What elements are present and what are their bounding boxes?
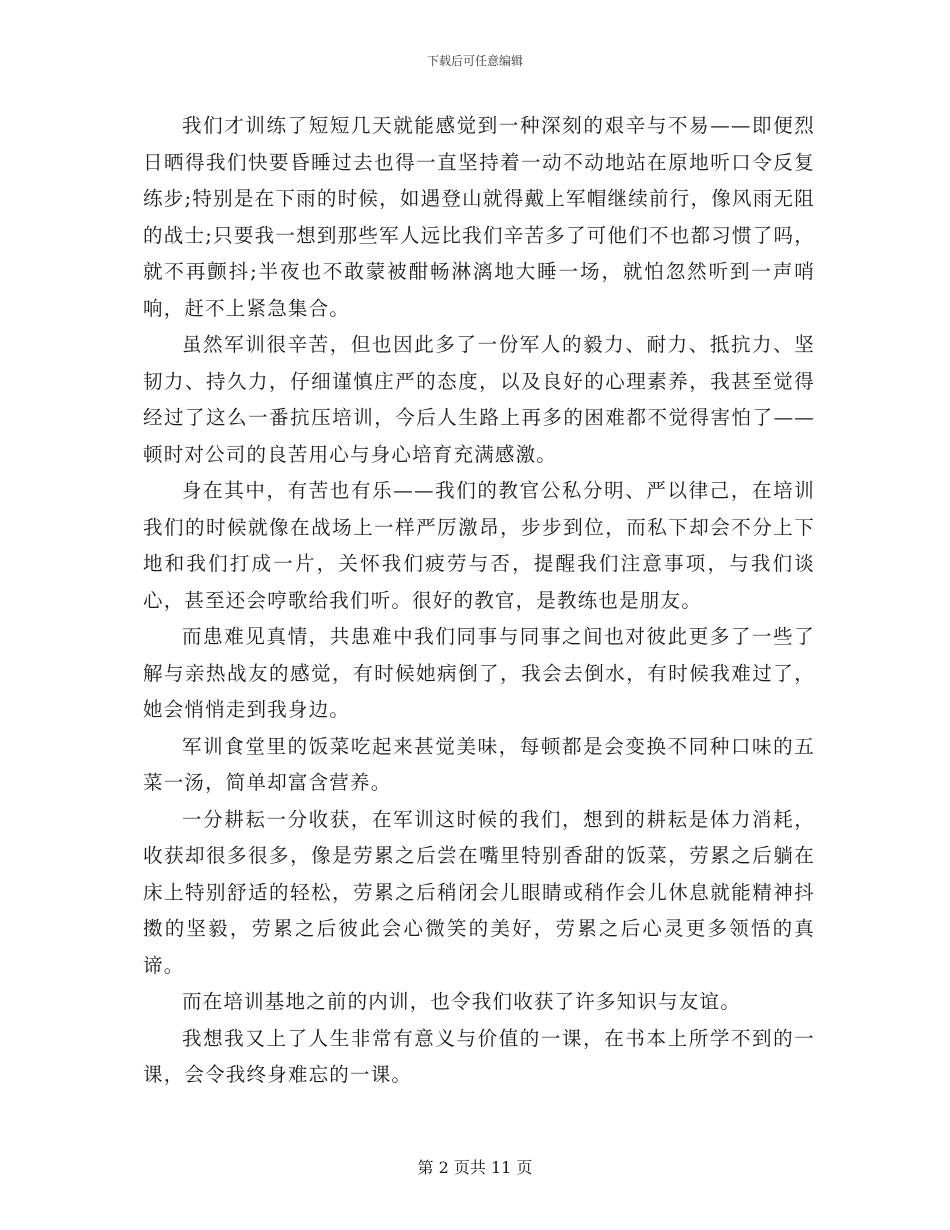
paragraph: 虽然军训很辛苦，但也因此多了一份军人的毅力、耐力、抵抗力、坚韧力、持久力，仔细谨慎庄严的态度，以及良好的心理素养，我甚至觉得经过了这么一番抗压培训，今后人生路上再多的困难都不觉得害怕了——顿时对公司的良苦用心与身心培育充满感激。	[143, 333, 815, 466]
paragraph: 我们才训练了短短几天就能感觉到一种深刻的艰辛与不易——即便烈日晒得我们快要昏睡过去也得一直坚持着一动不动地站在原地听口令反复练步;特别是在下雨的时候，如遇登山就得戴上军帽继续前行，像风雨无阻的战士;只要我一想到那些军人远比我们辛苦多了可他们不也都习惯了吗，就不再颤抖;半夜也不敢蒙被酣畅淋漓地大睡一场，就怕忽然听到一声哨响，赶不上紧急集合。	[143, 114, 815, 320]
paragraph: 而患难见真情，共患难中我们同事与同事之间也对彼此更多了一些了解与亲热战友的感觉，有时候她病倒了，我会去倒水，有时候我难过了，她会悄悄走到我身边。	[143, 625, 815, 721]
paragraph: 军训食堂里的饭菜吃起来甚觉美味，每顿都是会变换不同种口味的五菜一汤，简单却富含营养。	[143, 734, 815, 794]
header-note: 下载后可任意编辑	[426, 54, 523, 68]
paragraph: 我想我又上了人生非常有意义与价值的一课，在书本上所学不到的一课，会令我终身难忘的一课。	[143, 1026, 815, 1086]
document-body	[143, 108, 815, 1094]
paragraph: 一分耕耘一分收获，在军训这时候的我们，想到的耕耘是体力消耗，收获却很多很多，像是劳累之后尝在嘴里特别香甜的饭菜，劳累之后躺在床上特别舒适的轻松，劳累之后稍闭会儿眼睛或稍作会儿休息就能精神抖擞的坚毅，劳累之后彼此会心微笑的美好，劳累之后心灵更多领悟的真谛。	[143, 807, 815, 977]
paragraph: 而在培训基地之前的内训，也令我们收获了许多知识与友谊。	[182, 990, 741, 1013]
page-number: 第 2 页共 11 页	[417, 1158, 533, 1177]
paragraph: 身在其中，有苦也有乐——我们的教官公私分明、严以律己，在培训我们的时候就像在战场上一样严厉激昂，步步到位，而私下却会不分上下地和我们打成一片，关怀我们疲劳与否，提醒我们注意事项，与我们谈心，甚至还会哼歌给我们听。很好的教官，是教练也是朋友。	[143, 479, 815, 612]
